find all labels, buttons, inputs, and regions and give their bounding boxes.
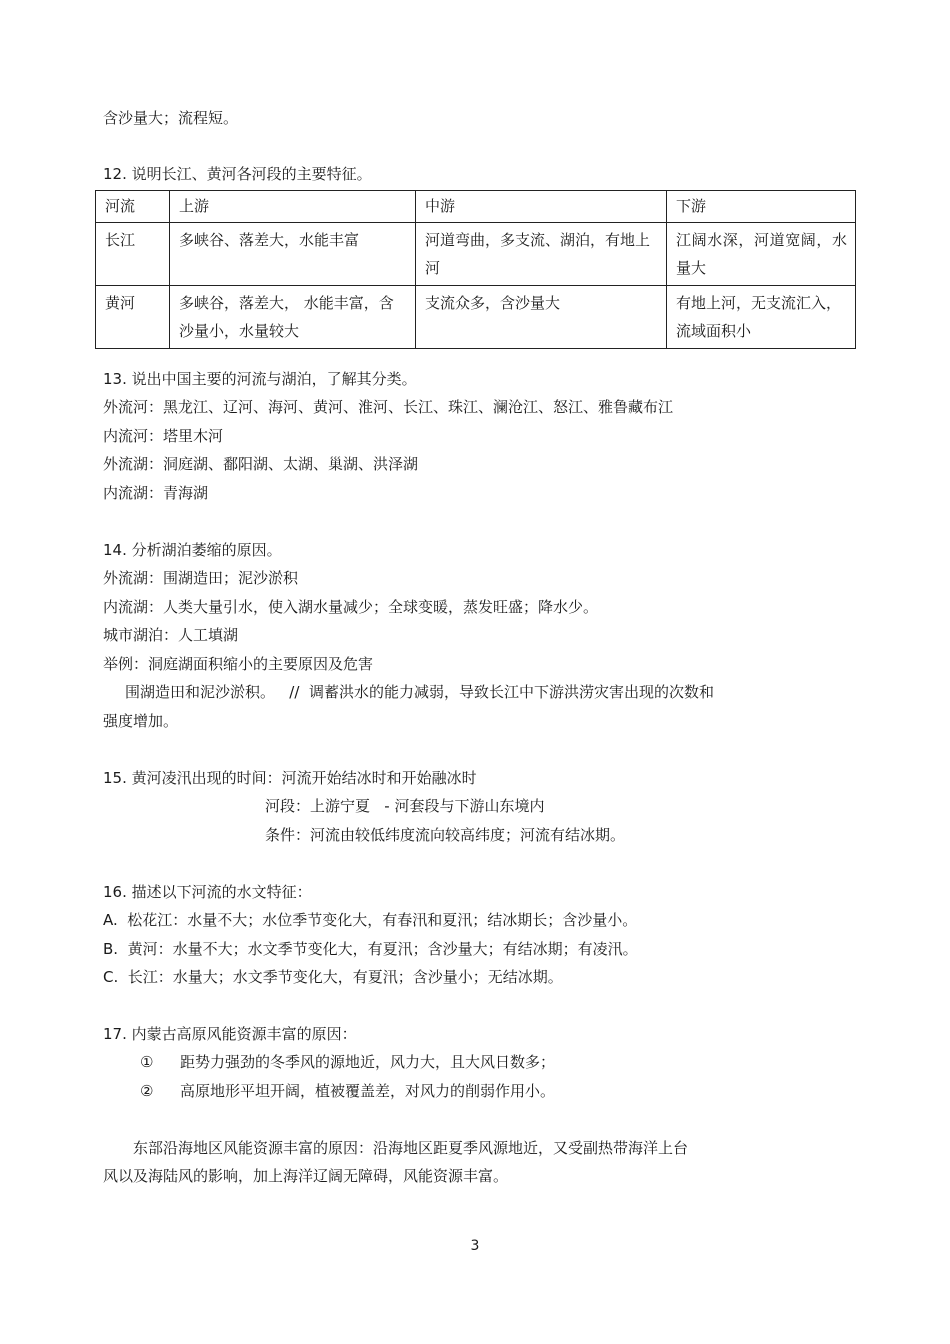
text-line: 外流河：黑龙江、辽河、海河、黄河、淮河、长江、珠江、澜沧江、怒江、雅鲁藏布江 <box>103 398 674 416</box>
table-header-cell: 下游 <box>667 191 856 223</box>
question-14-title: 14. 分析湖泊萎缩的原因。 <box>103 541 282 559</box>
table-header-cell: 中游 <box>416 191 667 223</box>
list-marker: ① <box>140 1053 154 1071</box>
list-item: C. 长江：水量大；水文季节变化大，有夏汛；含沙量小；无结冰期。 <box>103 968 563 986</box>
list-item: A. 松花江：水量不大；水位季节变化大，有春汛和夏汛；结冰期长；含沙量小。 <box>103 911 638 929</box>
table-row <box>96 223 856 286</box>
text-line: 东部沿海地区风能资源丰富的原因：沿海地区距夏季风源地近，又受副热带海洋上台 <box>133 1139 689 1157</box>
list-item: 高原地形平坦开阔，植被覆盖差，对风力的削弱作用小。 <box>180 1082 556 1100</box>
text-line: 围湖造田和泥沙淤积。 // 调蓄洪水的能力减弱，导致长江中下游洪涝灾害出现的次数和 <box>125 683 714 701</box>
table-header-cell: 河流 <box>96 191 170 223</box>
text-line: 举例：洞庭湖面积缩小的主要原因及危害 <box>103 655 374 673</box>
table-cell: 长江 <box>96 223 170 286</box>
text-line: 外流湖：洞庭湖、鄱阳湖、太湖、巢湖、洪泽湖 <box>103 455 419 473</box>
question-12-title: 12. 说明长江、黄河各河段的主要特征。 <box>103 165 372 183</box>
table-cell: 黄河 <box>96 286 170 349</box>
question-13-title: 13. 说出中国主要的河流与湖泊，了解其分类。 <box>103 370 417 388</box>
text-line: 外流湖：围湖造田；泥沙淤积 <box>103 569 299 587</box>
table-row <box>96 286 856 349</box>
list-item: B. 黄河：水量不大；水文季节变化大，有夏汛；含沙量大；有结冰期；有凌汛。 <box>103 940 638 958</box>
text-line: 内流湖：青海湖 <box>103 484 209 502</box>
table-cell: 支流众多，含沙量大 <box>416 286 667 349</box>
table-cell: 河道弯曲，多支流、湖泊，有地上河 <box>416 223 667 286</box>
table-header-row <box>96 191 856 223</box>
text-line: 含沙量大；流程短。 <box>103 109 239 127</box>
text-line: 强度增加。 <box>103 712 179 730</box>
table-cell: 有地上河，无支流汇入，流域面积小 <box>667 286 856 349</box>
table-header-cell: 上游 <box>170 191 416 223</box>
text-line: 河段：上游宁夏 - 河套段与下游山东境内 <box>265 797 545 815</box>
table-cell: 多峡谷，落差大， 水能丰富，含沙量小，水量较大 <box>170 286 416 349</box>
page-number: 3 <box>470 1238 480 1254</box>
text-line: 内流湖：人类大量引水，使入湖水量减少；全球变暖，蒸发旺盛；降水少。 <box>103 598 599 616</box>
river-features-table <box>95 190 856 349</box>
question-16-title: 16. 描述以下河流的水文特征： <box>103 883 312 901</box>
text-line: 条件：河流由较低纬度流向较高纬度；河流有结冰期。 <box>265 826 626 844</box>
question-15-title: 15. 黄河凌汛出现的时间：河流开始结冰时和开始融冰时 <box>103 769 477 787</box>
list-item: 距势力强劲的冬季风的源地近，风力大，且大风日数多； <box>180 1053 556 1071</box>
table-cell: 江阔水深，河道宽阔，水量大 <box>667 223 856 286</box>
list-marker: ② <box>140 1082 154 1100</box>
question-17-title: 17. 内蒙古高原风能资源丰富的原因： <box>103 1025 357 1043</box>
text-line: 内流河：塔里木河 <box>103 427 224 445</box>
table-cell: 多峡谷、落差大，水能丰富 <box>170 223 416 286</box>
text-line: 城市湖泊：人工填湖 <box>103 626 239 644</box>
text-line: 风以及海陆风的影响，加上海洋辽阔无障碍，风能资源丰富。 <box>103 1167 509 1185</box>
